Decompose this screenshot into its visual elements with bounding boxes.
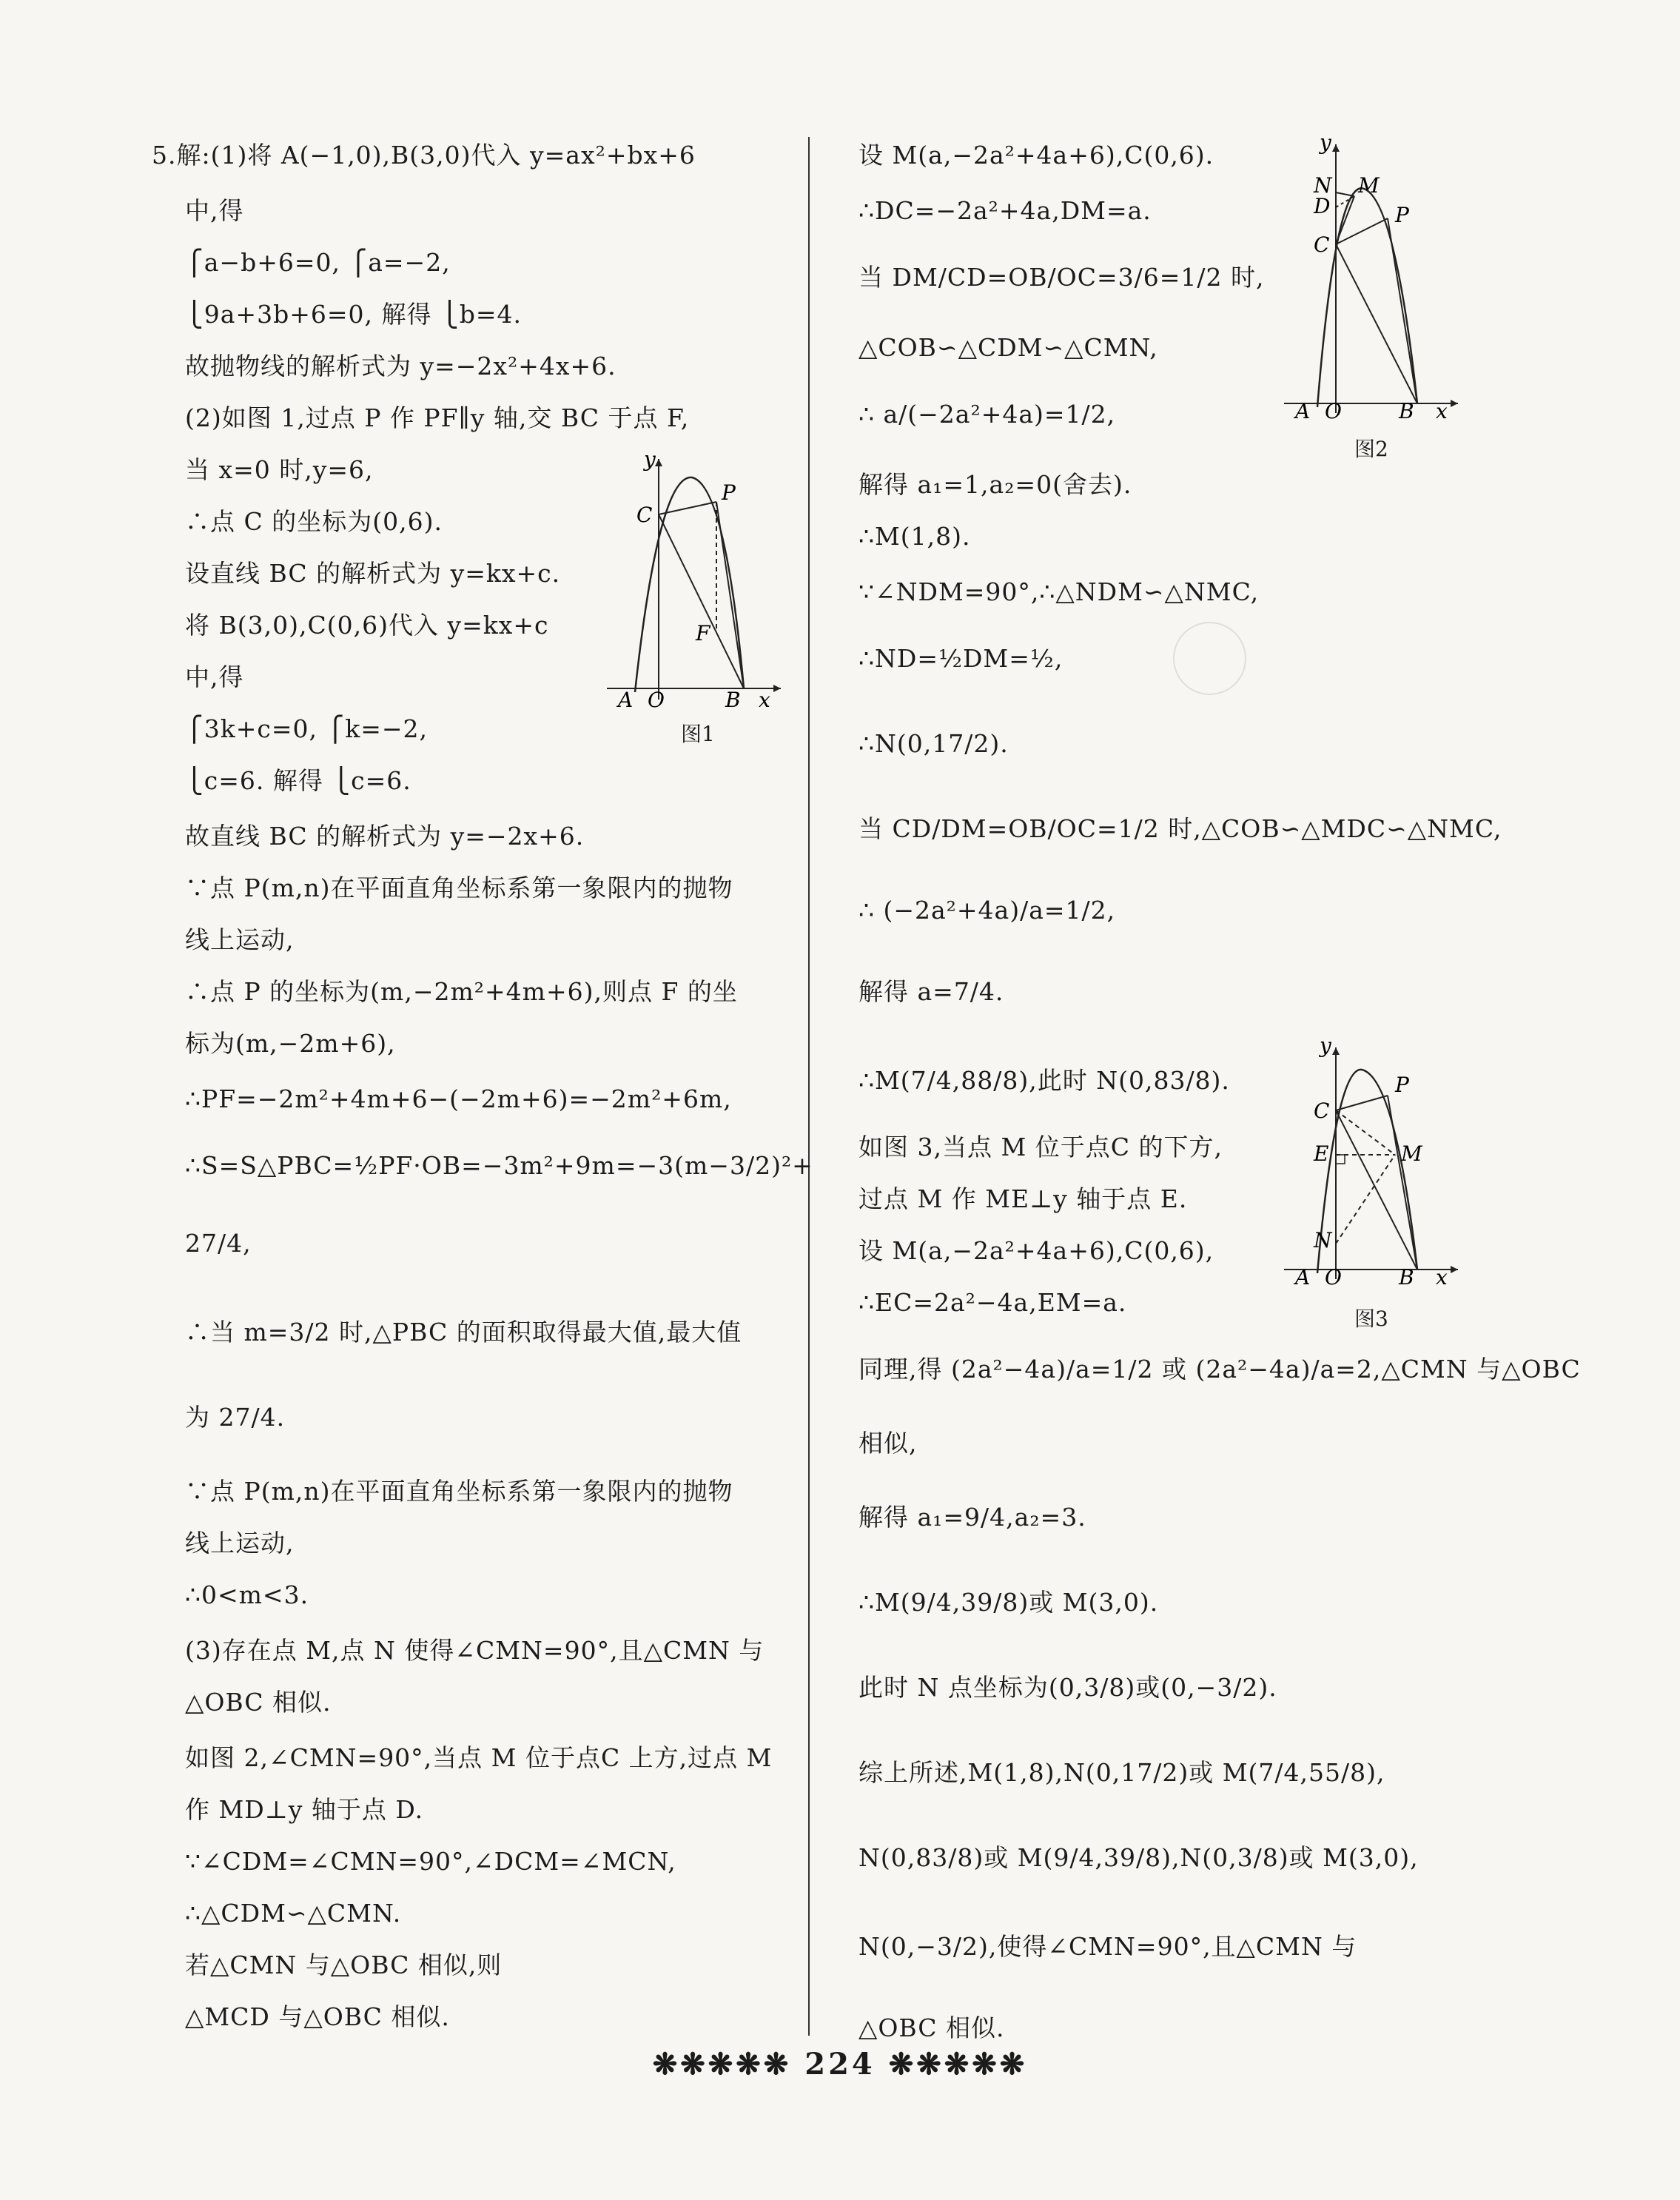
text-line: 设直线 BC 的解析式为 y=kx+c. (185, 559, 561, 588)
text-line: 故抛物线的解析式为 y=−2x²+4x+6. (185, 352, 616, 380)
text-line: ∴PF=−2m²+4m+6−(−2m+6)=−2m²+6m, (185, 1084, 732, 1113)
text-line: 为 27/4. (185, 1403, 286, 1432)
text-line: ⎩9a+3b+6=0, 解得 ⎩b=4. (185, 300, 522, 329)
fig2-label: C (1314, 232, 1330, 257)
text-line: 综上所述,M(1,8),N(0,17/2)或 M(7/4,55/8), (859, 1758, 1385, 1787)
text-line: 故直线 BC 的解析式为 y=−2x+6. (185, 822, 585, 851)
faint-stamp-watermark (1173, 622, 1246, 695)
text-line: ∴点 C 的坐标为(0,6). (185, 507, 443, 536)
text-line: N(0,83/8)或 M(9/4,39/8),N(0,3/8)或 M(3,0), (859, 1843, 1419, 1872)
text-line: ∴EC=2a²−4a,EM=a. (859, 1288, 1127, 1317)
fig1-label: y (644, 447, 656, 472)
text-line: △COB∽△CDM∽△CMN, (859, 333, 1158, 362)
text-line: ∴M(9/4,39/8)或 M(3,0). (859, 1588, 1159, 1617)
text-line: 线上运动, (185, 925, 295, 954)
text-line: ∴ND=½DM=½, (859, 644, 1064, 673)
fig3-label: P (1395, 1073, 1409, 1097)
figure-2 (1284, 133, 1462, 425)
fig1-label: F (696, 621, 710, 645)
text-line: (3)存在点 M,点 N 使得∠CMN=90°,且△CMN 与 (185, 1636, 765, 1665)
text-line: ∵点 P(m,n)在平面直角坐标系第一象限内的抛物 (185, 873, 733, 902)
text-line: 解得 a=7/4. (859, 977, 1004, 1006)
text-line: ∵∠CDM=∠CMN=90°,∠DCM=∠MCN, (185, 1847, 676, 1876)
fig3-label: E (1314, 1141, 1329, 1166)
text-line: ∴当 m=3/2 时,△PBC 的面积取得最大值,最大值 (185, 1318, 742, 1347)
text-line: 相似, (859, 1429, 918, 1458)
text-line: 线上运动, (185, 1529, 295, 1557)
text-line: ∴M(7/4,88/8),此时 N(0,83/8). (859, 1066, 1230, 1095)
text-line: ⎧a−b+6=0, ⎧a=−2, (185, 248, 451, 277)
text-line: ∴0<m<3. (185, 1580, 309, 1609)
text-line: 解得 a₁=9/4,a₂=3. (859, 1503, 1086, 1532)
text-line: ∴M(1,8). (859, 522, 971, 551)
fig2-label: N (1314, 173, 1332, 198)
fig2-label: y (1320, 133, 1331, 155)
text-line: N(0,−3/2),使得∠CMN=90°,且△CMN 与 (859, 1932, 1357, 1961)
text-line: 将 B(3,0),C(0,6)代入 y=kx+c (185, 611, 549, 640)
text-line: 设 M(a,−2a²+4a+6),C(0,6). (859, 141, 1214, 170)
fig3-label: C (1314, 1099, 1330, 1123)
text-line: ∴ a/(−2a²+4a)=1/2, (859, 400, 1116, 429)
fig1-label: B (725, 688, 741, 711)
text-line: 5.解:(1)将 A(−1,0),B(3,0)代入 y=ax²+bx+6 (152, 141, 696, 170)
text-line: ∴点 P 的坐标为(m,−2m²+4m+6),则点 F 的坐 (185, 977, 738, 1006)
text-line: ∴S=S△PBC=½PF·OB=−3m²+9m=−3(m−3/2)²+ (185, 1151, 813, 1180)
fig2-label: O (1325, 399, 1342, 422)
text-line: 此时 N 点坐标为(0,3/8)或(0,−3/2). (859, 1673, 1277, 1702)
column-divider (808, 137, 810, 2036)
text-line: 如图 3,当点 M 位于点C 的下方, (859, 1133, 1223, 1161)
text-line: 设 M(a,−2a²+4a+6),C(0,6), (859, 1236, 1214, 1265)
fig2-label: D (1314, 194, 1331, 218)
text-line: 过点 M 作 ME⊥y 轴于点 E. (859, 1184, 1188, 1213)
fig3-label: y (1320, 1036, 1331, 1058)
fig3-label: B (1399, 1265, 1414, 1288)
text-line: ∵点 P(m,n)在平面直角坐标系第一象限内的抛物 (185, 1477, 733, 1506)
text-line: 27/4, (185, 1229, 252, 1258)
fig1-label: A (618, 688, 634, 711)
text-line: ∴DC=−2a²+4a,DM=a. (859, 196, 1152, 225)
fig2-label: M (1358, 173, 1380, 198)
text-line: △OBC 相似. (859, 2013, 1005, 2042)
page-number: 224 (804, 2047, 876, 2082)
fig3-label: A (1295, 1265, 1311, 1288)
text-line: △OBC 相似. (185, 1688, 332, 1717)
text-line: 当 DM/CD=OB/OC=3/6=1/2 时, (859, 263, 1265, 292)
fig2-label: A (1295, 399, 1311, 422)
figure-1 (607, 444, 784, 714)
page-footer (0, 2047, 1680, 2082)
fig2-label: x (1436, 399, 1448, 422)
text-line: ∴ (−2a²+4a)/a=1/2, (859, 896, 1116, 925)
text-line: (2)如图 1,过点 P 作 PF∥y 轴,交 BC 于点 F, (185, 403, 690, 432)
text-line: 中,得 (185, 196, 244, 225)
text-line: 作 MD⊥y 轴于点 D. (185, 1795, 424, 1824)
text-line: ∴△CDM∽△CMN. (185, 1899, 402, 1928)
fig3-label: x (1436, 1265, 1448, 1288)
figure-1-caption: 图1 (681, 722, 715, 746)
text-line: ⎧3k+c=0, ⎧k=−2, (185, 714, 429, 743)
footer-decoration-right: ❋❋❋❋❋ (888, 2047, 1028, 2082)
fig1-label: P (722, 480, 736, 505)
text-line: 当 x=0 时,y=6, (185, 455, 374, 484)
text-line: ⎩c=6. 解得 ⎩c=6. (185, 766, 411, 795)
text-line: 解得 a₁=1,a₂=0(舍去). (859, 470, 1132, 499)
figure-3 (1284, 1036, 1462, 1291)
fig1-label: C (636, 503, 653, 527)
fig2-label: B (1399, 399, 1414, 422)
fig1-label: O (648, 688, 665, 711)
text-line: 如图 2,∠CMN=90°,当点 M 位于点C 上方,过点 M (185, 1743, 773, 1772)
fig3-label: O (1325, 1265, 1342, 1288)
fig3-label: N (1314, 1228, 1332, 1252)
text-line: △MCD 与△OBC 相似. (185, 2002, 450, 2031)
fig2-label: P (1395, 203, 1409, 227)
footer-decoration-left: ❋❋❋❋❋ (652, 2047, 792, 2082)
text-line: 当 CD/DM=OB/OC=1/2 时,△COB∽△MDC∽△NMC, (859, 814, 1502, 843)
text-line: ∴N(0,17/2). (859, 729, 1009, 758)
text-line: 中,得 (185, 663, 244, 691)
text-line: ∵∠NDM=90°,∴△NDM∽△NMC, (859, 577, 1260, 606)
figure-2-caption: 图2 (1354, 437, 1388, 461)
text-line: 同理,得 (2a²−4a)/a=1/2 或 (2a²−4a)/a=2,△CMN 与△OBC (859, 1355, 1581, 1384)
text-line: 若△CMN 与△OBC 相似,则 (185, 1951, 503, 1979)
fig1-label: x (759, 688, 770, 711)
fig3-label: M (1401, 1141, 1422, 1166)
figure-3-caption: 图3 (1354, 1307, 1388, 1331)
text-line: 标为(m,−2m+6), (185, 1029, 396, 1058)
